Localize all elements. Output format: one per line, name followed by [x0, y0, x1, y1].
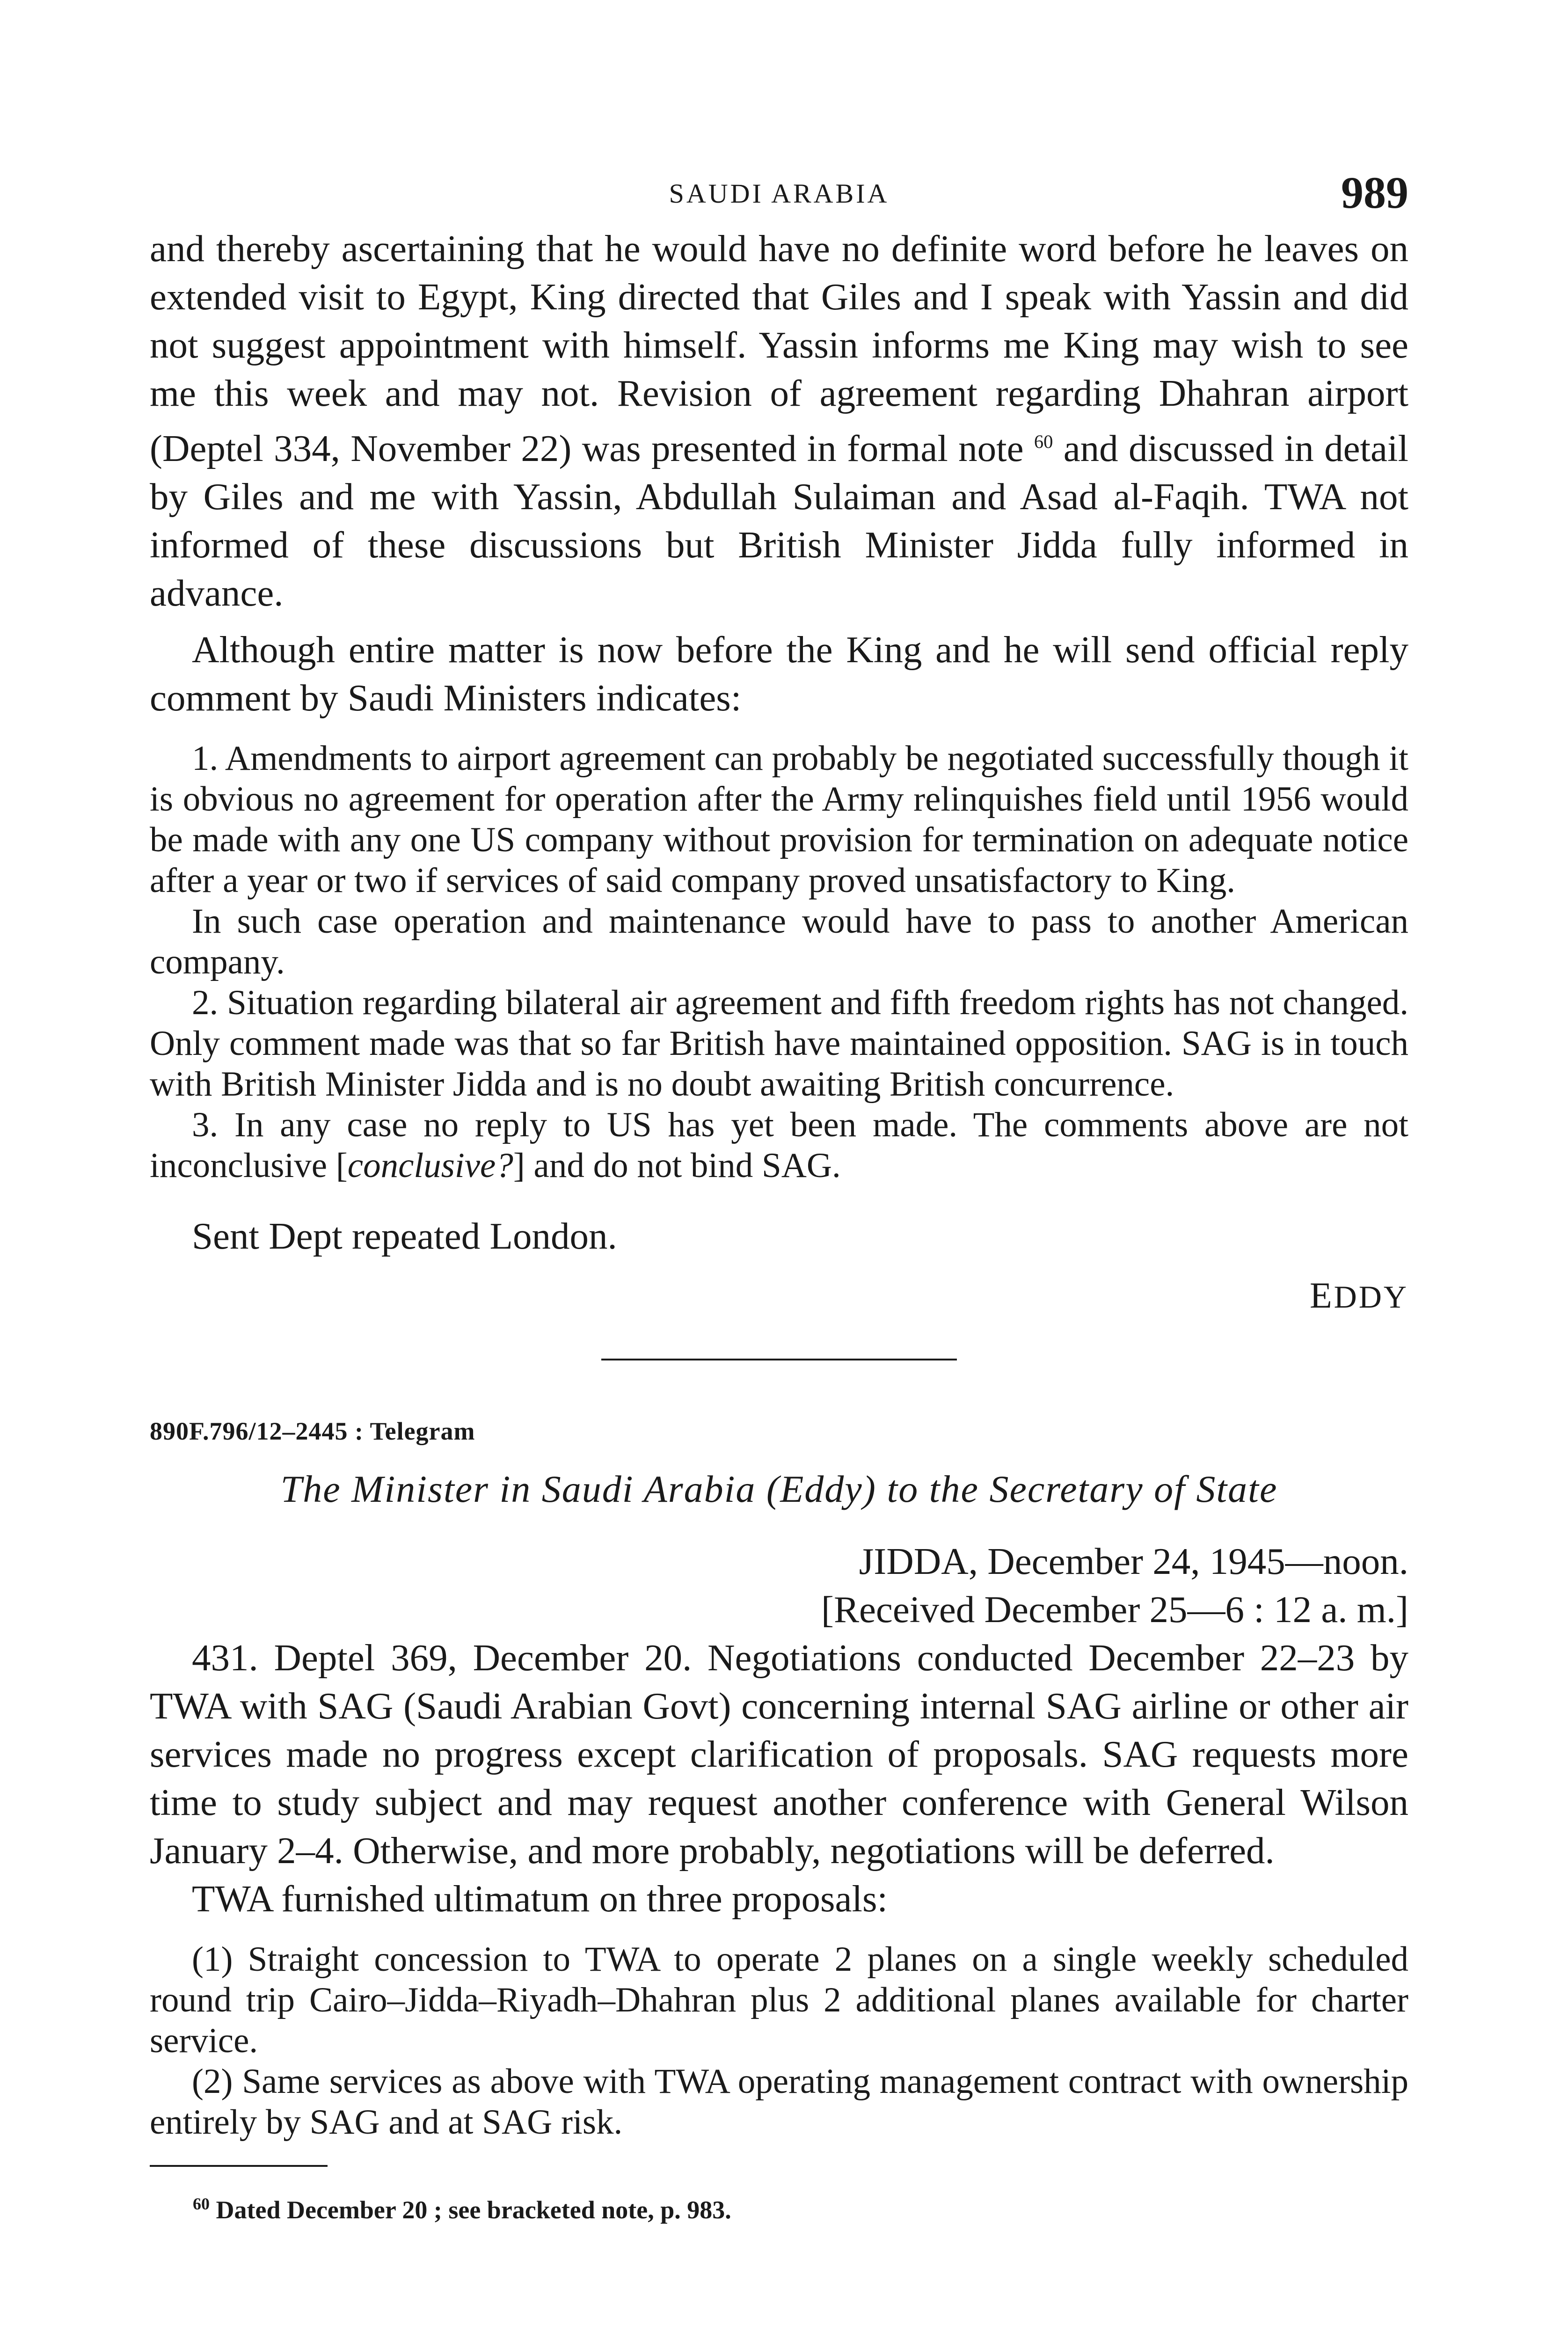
footnote-number: 60 [193, 2194, 210, 2213]
running-header [150, 154, 1408, 225]
signature [150, 1274, 1408, 1316]
text-run: 3. In any case no reply to US has yet been made. The comments above are not inconclusive [ [150, 1105, 1408, 1185]
paragraph: 431. Deptel 369, December 20. Negotiations conducted December 22–23 by TWA with SAG (Saudi Arabian Govt) concerning internal SAG airline or other air services made no progress except clarification of proposals. SAG requests more time to study subject and may request another conference with General Wilson January 2–4. Otherwise, and more probably, negotiations will be deferred. [150, 1637, 1408, 1872]
numbered-item-continuation: In such case operation and maintenance would have to pass to another American company. [150, 902, 1408, 981]
document-page [150, 154, 1408, 2224]
paragraph [150, 225, 1408, 617]
proposal-item: (1) Straight concession to TWA to operate 2 planes on a single weekly scheduled round trip Cairo–Jidda–Riyadh–Dhahran plus 2 additional planes available for charter service. [150, 1940, 1408, 2060]
page-number: 989 [1341, 168, 1408, 218]
second-telegram [150, 1417, 1408, 2143]
numbered-item [150, 1104, 1408, 1186]
dateline-date: , December 24, 1945—noon. [968, 1540, 1408, 1582]
text-run: and thereby ascertaining that he would have no definite word before he leaves on extended visit to Egypt, King directed that Giles and I speak with Yassin and did not suggest appointment with himself. Yassin informs me King may wish to see me this week and may not. Revision of agreement regarding Dhahran airport (Deptel 334, November 22) was presented in formal note [150, 227, 1408, 469]
section-divider [601, 1359, 957, 1360]
first-telegram-continuation [150, 225, 1408, 1316]
dateline [150, 1537, 1408, 1586]
document-title: The Minister in Saudi Arabia (Eddy) to the Secretary of State [280, 1468, 1278, 1510]
file-reference: 890F.796/12–2445 : Telegram [150, 1417, 475, 1445]
footnote-divider [150, 2165, 328, 2167]
signature-rest: DDY [1334, 1279, 1408, 1315]
paragraph: TWA furnished ultimatum on three proposals: [192, 1878, 888, 1920]
dateline-initial: J [859, 1540, 874, 1582]
footnote-text: Dated December 20 ; see bracketed note, p. 983. [216, 2196, 731, 2224]
text-run: ] and do not bind SAG. [513, 1146, 841, 1185]
footnote [150, 2194, 1408, 2224]
proposal-item: (2) Same services as above with TWA operating management contract with ownership entirely by SAG and at SAG risk. [150, 2062, 1408, 2142]
running-title: SAUDI ARABIA [669, 178, 890, 209]
received-line: [Received December 25—6 : 12 a. m.] [821, 1588, 1408, 1631]
sent-line: Sent Dept repeated London. [192, 1215, 617, 1257]
footnote-ref: 60 [1034, 431, 1053, 452]
numbered-item: 2. Situation regarding bilateral air agreement and fifth freedom rights has not changed. Only comment made was that so far British have maintained opposition. SAG is in touch with British Minister Jidda and is no doubt awaiting British concurrence. [150, 983, 1408, 1104]
text-run: and discussed in detail by Giles and me with Yassin, Abdullah Sulaiman and Asad al-Faqih. TWA not informed of these discussions but British Minister Jidda fully informed in advance. [150, 427, 1408, 614]
dateline-city: IDDA [874, 1540, 969, 1582]
signature-initial: E [1310, 1275, 1334, 1316]
paragraph: Although entire matter is now before the King and he will send official reply comment by Saudi Ministers indicates: [150, 629, 1408, 719]
numbered-item: 1. Amendments to airport agreement can probably be negotiated successfully though it is obvious no agreement for operation after the Army relinquishes field until 1956 would be made with any one US company without provision for termination on adequate notice after a year or two if services of said company proved unsatisfactory to King. [150, 739, 1408, 900]
italic-text: conclusive? [347, 1146, 513, 1185]
